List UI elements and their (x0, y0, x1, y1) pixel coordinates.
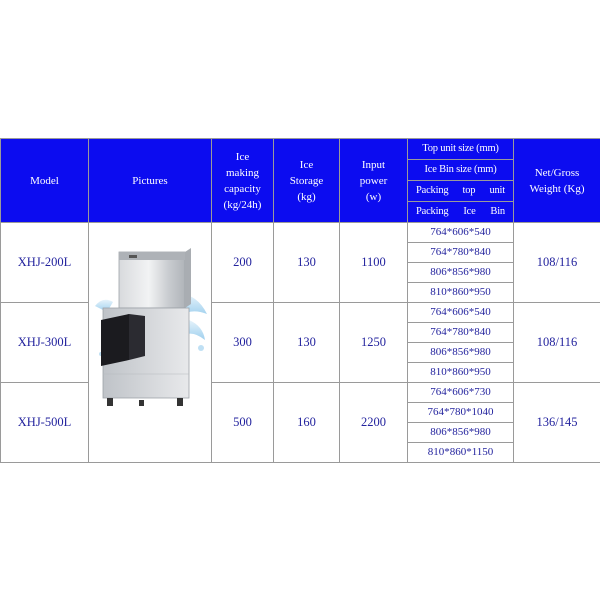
capacity-cell: 300 (212, 303, 274, 383)
packing-top-unit-cell: 806*856*980 (408, 263, 514, 283)
header-ice-bin-size: Ice Bin size (mm) (408, 160, 514, 181)
header-power: Input power (w) (340, 139, 408, 223)
weight-cell: 136/145 (514, 383, 600, 463)
packing-top-unit-cell: 806*856*980 (408, 423, 514, 443)
top-unit-size-cell: 764*606*540 (408, 223, 514, 243)
ice-bin-size-cell: 764*780*840 (408, 323, 514, 343)
capacity-cell: 500 (212, 383, 274, 463)
packing-ice-bin-cell: 810*860*950 (408, 283, 514, 303)
capacity-cell: 200 (212, 223, 274, 303)
ice-machine-image (89, 224, 211, 462)
spec-table (0, 138, 600, 463)
header-storage: Ice Storage (kg) (274, 139, 340, 223)
table-row (1, 223, 600, 243)
power-cell: 2200 (340, 383, 408, 463)
model-cell: XHJ-500L (1, 383, 89, 463)
packing-ice-bin-cell: 810*860*1150 (408, 443, 514, 463)
header-model: Model (1, 139, 89, 223)
storage-cell: 160 (274, 383, 340, 463)
power-cell: 1250 (340, 303, 408, 383)
weight-cell: 108/116 (514, 303, 600, 383)
weight-cell: 108/116 (514, 223, 600, 303)
packing-top-unit-cell: 806*856*980 (408, 343, 514, 363)
header-packing-ice-bin: Packing Ice Bin (408, 202, 514, 223)
top-unit-size-cell: 764*606*540 (408, 303, 514, 323)
header-top-unit-size: Top unit size (mm) (408, 139, 514, 160)
ice-bin-size-cell: 764*780*840 (408, 243, 514, 263)
header-capacity: Ice making capacity (kg/24h) (212, 139, 274, 223)
storage-cell: 130 (274, 303, 340, 383)
top-unit-size-cell: 764*606*730 (408, 383, 514, 403)
ice-bin-size-cell: 764*780*1040 (408, 403, 514, 423)
model-cell: XHJ-200L (1, 223, 89, 303)
header-weight: Net/Gross Weight (Kg) (514, 139, 600, 223)
header-packing-top-unit: Packing top unit (408, 181, 514, 202)
power-cell: 1100 (340, 223, 408, 303)
packing-ice-bin-cell: 810*860*950 (408, 363, 514, 383)
model-cell: XHJ-300L (1, 303, 89, 383)
product-picture (89, 223, 212, 463)
header-pictures: Pictures (89, 139, 212, 223)
storage-cell: 130 (274, 223, 340, 303)
